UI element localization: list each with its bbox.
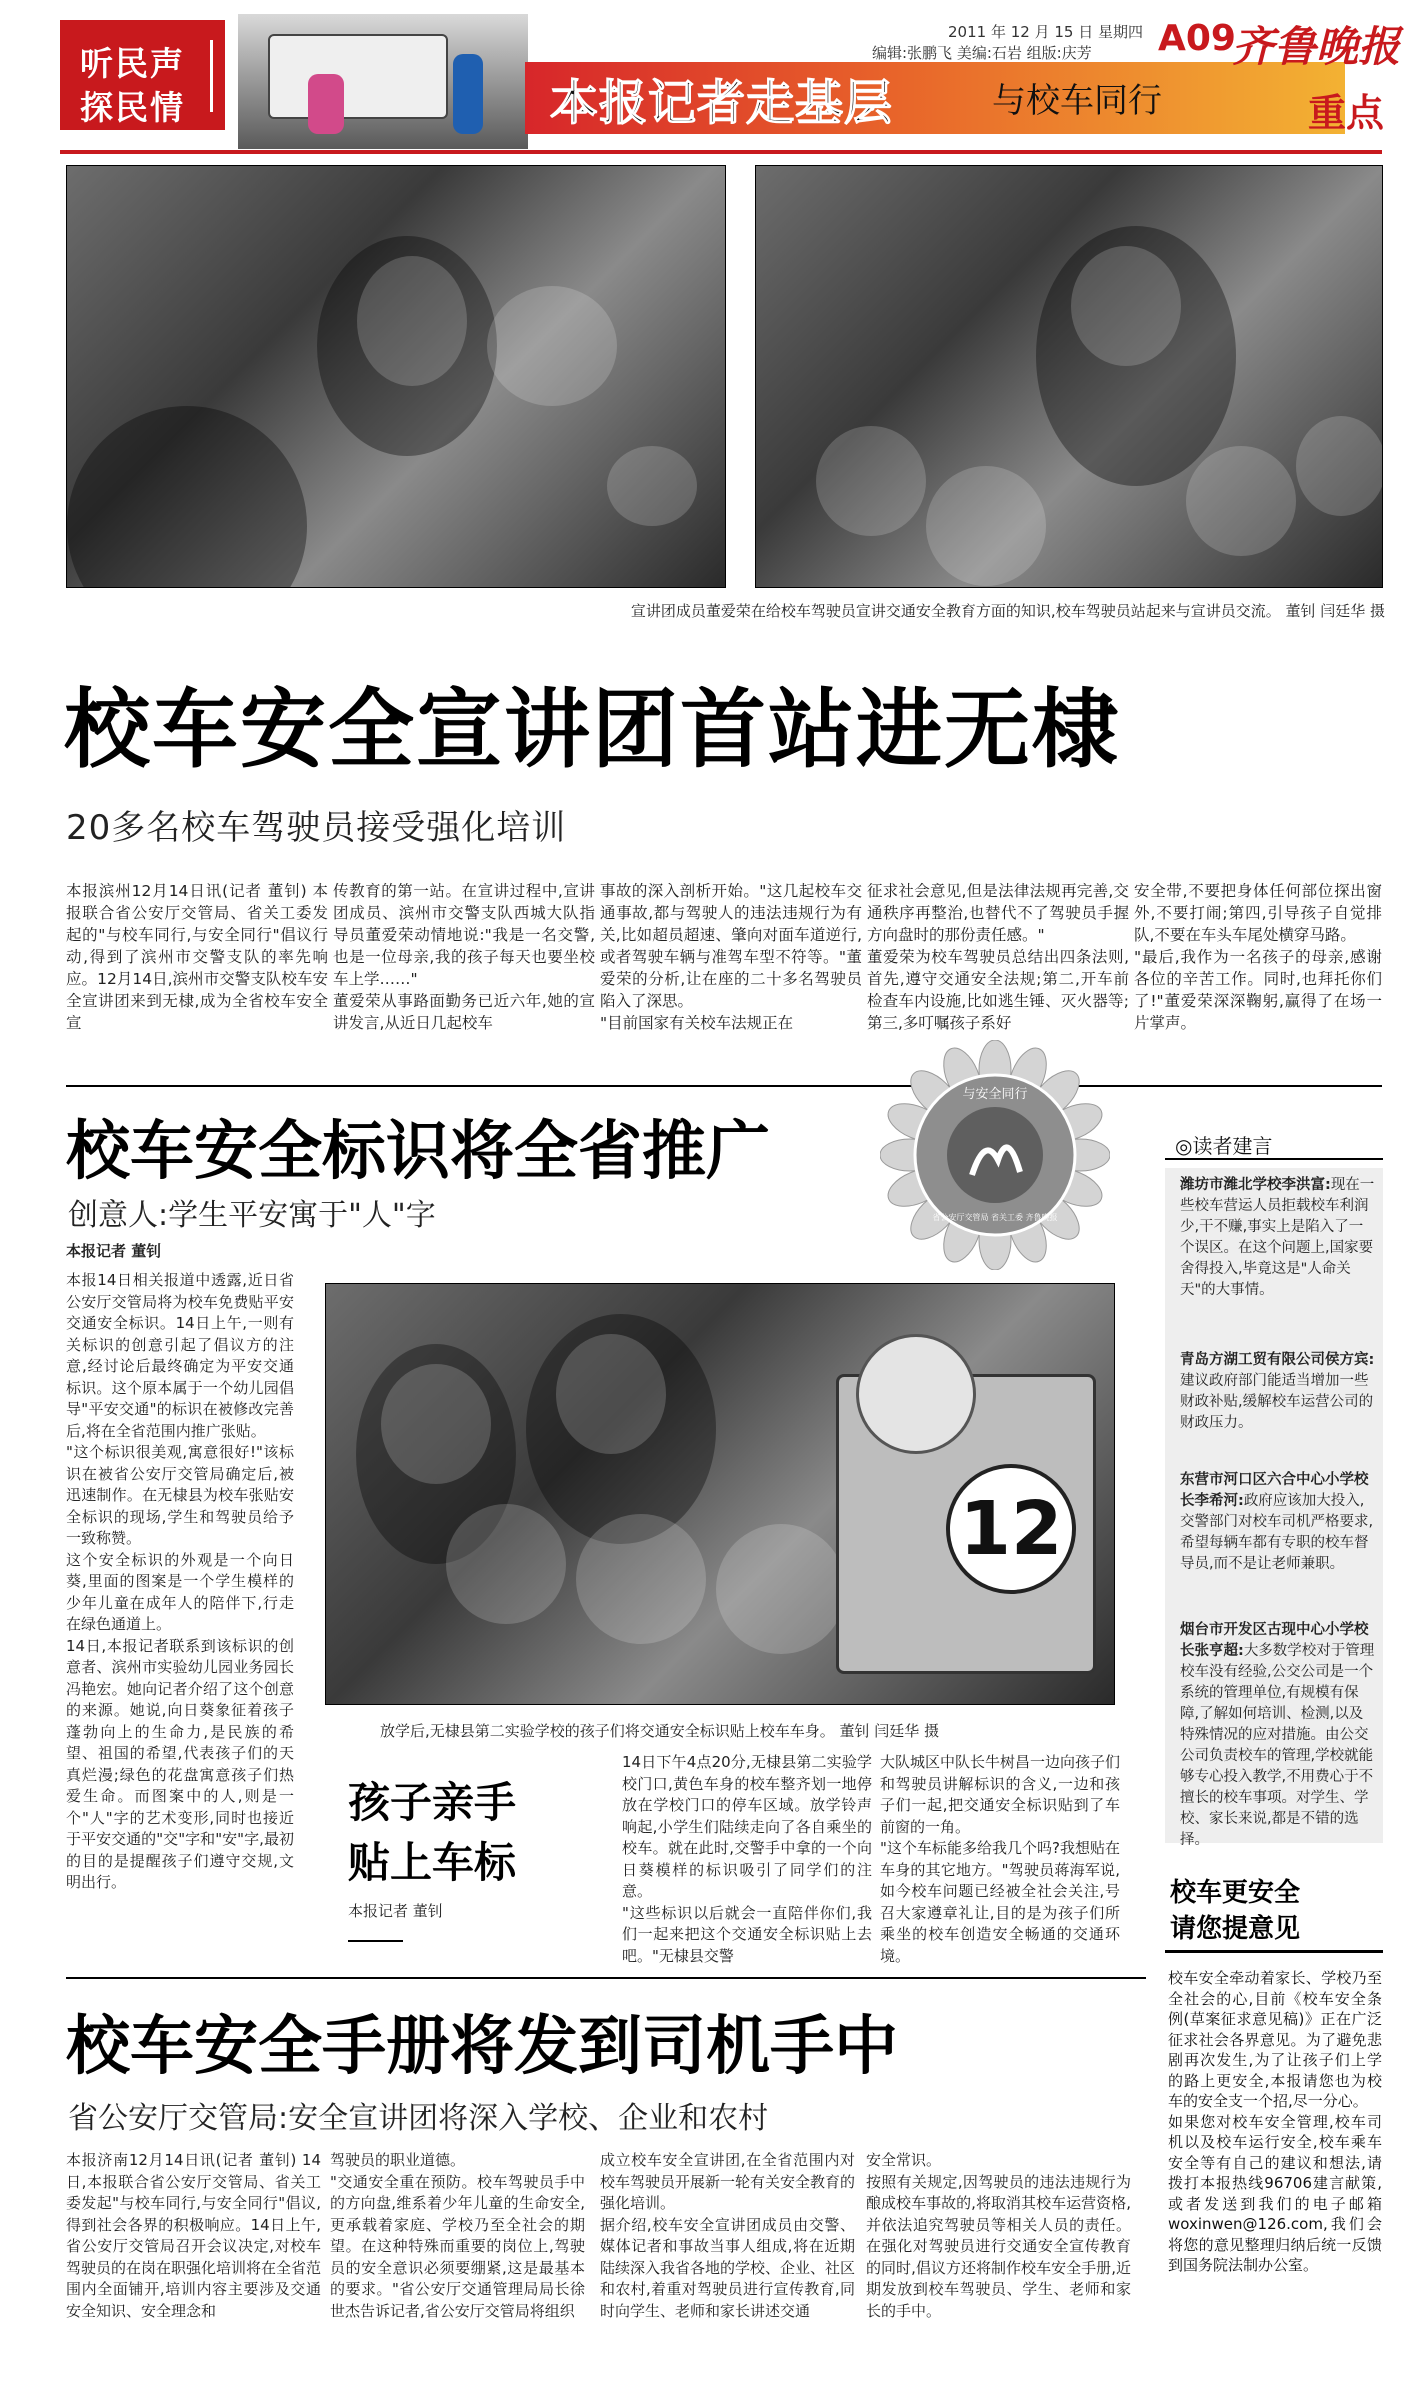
article3-top-rule bbox=[66, 1977, 1146, 1979]
article1-rule bbox=[66, 1085, 1382, 1087]
issue-date: 2011 年 12 月 15 日 星期四 bbox=[948, 23, 1143, 41]
article2-photo bbox=[325, 1283, 1115, 1705]
logo-top-text: 与安全同行 bbox=[962, 1087, 1028, 1102]
article3-headline: 校车安全手册将发到司机手中 bbox=[66, 2009, 898, 2084]
promo-rule bbox=[1165, 1950, 1383, 1953]
article3-col1: 本报济南12月14日讯(记者 董钊) 14日,本报联合省公安厅交管局、省关工委发起"与校车同行,与安全同行"倡议,得到社会各界的积极响应。14日上午,省公安厅交管局召开会议决定,对校车驾驶员的在岗在职强化培训将在全省范围内全面铺开,培训内容主要涉及交通安全知识、安全理念和 bbox=[66, 2151, 321, 2320]
article2-body: 本报14日相关报道中透露,近日省公安厅交管局将为校车免费贴平安交通安全标识。14日上午,一则有关标识的创意引起了倡议方的注意,经讨论后最终确定为平安交通标识。这个原本属于一个幼儿园倡导"平安交通"的标识在被修改完善后,将在全省范围内推广张贴。 "这个标识很美观,寓意很好!"该标识在被省公安厅交管局确定后,被迅速制作。在无棣县为校车张贴安全标识的现场,学生和驾驶员给予一致称赞。 这个安全标识的外观是一个向日葵,里面的图案是一个学生模样的少年儿童在成年人的陪伴下,行走在绿色通道上。 14日,本报记者联系到该标识的创意者、滨州市实验幼儿园业务园长冯艳宏。她向记者介绍了这个创意的来源。她说,向日葵象征着孩子蓬勃向上的生命力,是民族的希望、祖国的希望,代表孩子们的天真烂漫;绿色的花盘寓意孩子们热爱生命。而图案中的人,则是一个"人"字的艺术变形,同时也接近于平安交通的"交"字和"安"字,最初的目的是提醒孩子们遵守交规,文明出行。 bbox=[66, 1271, 294, 1891]
sidebar-item bbox=[1180, 1470, 1375, 1575]
sidebar-item-text: 现在一些校车营运人员拒载校车利润少,干不赚,事实上是陷入了一个误区。在这个问题上,国家要舍得投入,毕竟这是"人命关天"的大事情。 bbox=[1180, 1177, 1375, 1298]
article1-col2: 传教育的第一站。在宣讲过程中,宣讲团成员、滨州市交警支队西城大队指导员董爱荣动情地说:"我是一名交警,也是一位母亲,我的孩子每天也要坐校车上学……" 董爱荣从事路面勤务已近六年,她的宣讲发言,从近日几起校车 bbox=[333, 882, 595, 1032]
top-photo-caption: 宣讲团成员董爱荣在给校车驾驶员宣讲交通安全教育方面的知识,校车驾驶员站起来与宣讲员交流。 董钊 闫廷华 摄 bbox=[630, 602, 1385, 620]
paper-name: 齐鲁晚报 bbox=[1232, 22, 1401, 71]
banner-title: 本报记者走基层 bbox=[550, 75, 894, 131]
top-photo-right bbox=[755, 165, 1383, 588]
article3-col4: 安全常识。 按照有关规定,因驾驶员的违法违规行为酿成校车事故的,将取消其校车运营资格,并依法追究驾驶员等相关人员的责任。在强化对驾驶员进行交通安全宣传教育的同时,倡议方还将制作校车安全手册,近期发放到校车驾驶员、学生、老师和家长的手中。 bbox=[866, 2151, 1131, 2320]
child-figure bbox=[453, 54, 483, 134]
article2-photo-caption: 放学后,无棣县第二实验学校的孩子们将交通安全标识贴上校车车身。 董钊 闫廷华 摄 bbox=[380, 1722, 940, 1740]
section-tag bbox=[60, 20, 225, 130]
sidebar-item bbox=[1180, 1620, 1375, 1851]
article1-col5: 安全带,不要把身体任何部位探出窗外,不要打闹;第四,引导孩子自觉排队,不要在车头车尾处横穿马路。 "最后,我作为一名孩子的母亲,感谢各位的辛苦工作。同时,也拜托你们了!"董爱荣深深鞠躬,赢得了在场一片掌声。 bbox=[1134, 882, 1382, 1032]
promo-body: 校车安全牵动着家长、学校乃至全社会的心,目前《校车安全条例(草案征求意见稿)》正在广泛征求社会各界意见。为了避免悲剧再次发生,为了让孩子们上学的路上更安全,本报请您也为校车的安全支一个招,尽一分心。 如果您对校车安全管理,校车司机以及校车运行安全,校车乘车安全等有自己的建议和想法,请拨打本报热线96706建言献策,或者发送到我们的电子邮箱woxinwen@126.com,我们会将您的意见整理归纳后统一反馈到国务院法制办公室。 bbox=[1168, 1969, 1382, 2274]
child-figure bbox=[308, 74, 344, 134]
sidebar-item-name: 东营市河口区六合中心小学校长李希河: bbox=[1180, 1472, 1369, 1509]
top-photo-left bbox=[66, 165, 726, 588]
article2-subhead: 创意人:学生平安寓于"人"字 bbox=[68, 1198, 436, 1233]
logo-bottom-text: 省公安厅交管局 省关工委 齐鲁晚报 bbox=[932, 1213, 1058, 1222]
masthead-photo bbox=[238, 14, 528, 149]
inset-col1: 14日下午4点20分,无棣县第二实验学校门口,黄色车身的校车整齐划一地停放在学校门口的停车区域。放学铃声响起,小学生们陆续走向了各自乘坐的校车。就在此时,交警手中拿的一个向日葵模样的标识吸引了同学们的注意。 "这些标识以后就会一直陪伴你们,我们一起来把这个交通安全标识贴上去吧。"无棣县交警 bbox=[622, 1753, 872, 1964]
bus-number: 12 bbox=[946, 1464, 1076, 1594]
article3-col2: 驾驶员的职业道德。 "交通安全重在预防。校车驾驶员手中的方向盘,维系着少年儿童的生命安全,更承载着家庭、学校乃至全社会的期望。在这种特殊而重要的岗位上,驾驶员的安全意识必须要绷紧,这是最基本的要求。"省公安厅交通管理局局长徐世杰告诉记者,省公安厅交管局将组织 bbox=[330, 2151, 585, 2320]
banner-subtitle: 与校车同行 bbox=[992, 81, 1162, 121]
article1-headline: 校车安全宣讲团首站进无棣 bbox=[64, 679, 1120, 780]
article1-col4: 征求社会意见,但是法律法规再完善,交通秩序再整治,也替代不了驾驶员手握方向盘时的那份责任感。" 董爱荣为校车驾驶员总结出四条法则,首先,遵守交通安全法规;第二,开车前检查车内设施,比如逃生锤、灭火器等;第三,多叮嘱孩子系好 bbox=[867, 882, 1129, 1032]
masthead-rule bbox=[60, 150, 1382, 154]
editors-line: 编辑:张鹏飞 美编:石岩 组版:庆芳 bbox=[872, 44, 1092, 62]
inset-byline: 本报记者 董钊 bbox=[348, 1902, 443, 1920]
sidebar-title-rule bbox=[1165, 1158, 1383, 1160]
inset-rule bbox=[348, 1940, 403, 1942]
promo-title-line2: 请您提意见 bbox=[1170, 1914, 1301, 1944]
sidebar-item-text: 大多数学校对于管理校车没有经验,公交公司是一个系统的管理单位,有规模有保障,了解如何培训、检测,以及特殊情况的应对措施。由公交公司负责校车的管理,学校就能够专心投入教学,不用费心于不擅长的校车事项。对学生、学校、家长来说,都是不错的选择。 bbox=[1180, 1643, 1375, 1848]
sidebar-item-text: 建议政府部门能适当增加一些财政补贴,缓解校车运营公司的财政压力。 bbox=[1180, 1373, 1374, 1431]
sidebar-item bbox=[1180, 1175, 1375, 1301]
sidebar-item-name: 青岛方湖工贸有限公司侯方宾: bbox=[1180, 1352, 1375, 1368]
safety-sunflower-logo bbox=[880, 1040, 1110, 1270]
inset-col2: 大队城区中队长牛树昌一边向孩子们和驾驶员讲解标识的含义,一边和孩子们一起,把交通安全标识贴到了车前窗的一角。 "这个车标能多给我几个吗?我想贴在车身的其它地方。"驾驶员蒋海军说,如今校车问题已经被全社会关注,号召大家遵章礼让,目的是为孩子们所乘坐的校车创造安全畅通的交通环境。 bbox=[880, 1753, 1120, 1964]
article3-col3: 成立校车安全宣讲团,在全省范围内对校车驾驶员开展新一轮有关安全教育的强化培训。 据介绍,校车安全宣讲团成员由交警、媒体记者和事故当事人组成,将在近期陆续深入我省各地的学校、企业、社区和农村,着重对驾驶员进行宣传教育,同时向学生、老师和家长讲述交通 bbox=[600, 2151, 855, 2320]
article1-col3: 事故的深入剖析开始。"这几起校车交通事故,都与驾驶人的违法违规行为有关,比如超员超速、肇向对面车道逆行,或者驾驶车辆与准驾车型不符等。"董爱荣的分析,让在座的二十多名驾驶员陷入了深思。 "目前国家有关校车法规正在 bbox=[600, 882, 862, 1032]
section-tag-line2: 探民情 bbox=[80, 88, 185, 127]
article2-byline: 本报记者 董钊 bbox=[66, 1242, 162, 1260]
van-shape bbox=[268, 34, 448, 119]
sunflower-sticker bbox=[856, 1334, 976, 1454]
article2-headline: 校车安全标识将全省推广 bbox=[66, 1114, 770, 1189]
section-tag-line1: 听民声 bbox=[80, 44, 185, 83]
sidebar-item bbox=[1180, 1350, 1375, 1434]
promo-title-line1: 校车更安全 bbox=[1170, 1878, 1301, 1908]
article1-subhead: 20多名校车驾驶员接受强化培训 bbox=[66, 808, 567, 848]
section-label: 重点 bbox=[1308, 91, 1385, 135]
article1-col1: 本报滨州12月14日讯(记者 董钊) 本报联合省公安厅交管局、省关工委发起的"与校车同行,与安全同行"倡议行动,得到了滨州市交警支队的率先响应。12月14日,滨州市交警支队校车安全宣讲团来到无棣,成为全省校车安全宣 bbox=[66, 882, 328, 1032]
page-number: A09 bbox=[1158, 18, 1236, 59]
sidebar-item-name: 潍坊市潍北学校李洪富: bbox=[1180, 1177, 1331, 1193]
inset-headline-line1: 孩子亲手 bbox=[348, 1778, 517, 1827]
inset-headline-line2: 贴上车标 bbox=[348, 1838, 517, 1887]
sidebar-item-name: 烟台市开发区古现中心小学校长张亨超: bbox=[1180, 1622, 1369, 1659]
sidebar-item-text: 政府应该加大投入,交警部门对校车司机严格要求,希望每辆车都有专职的校车督导员,而不是让老师兼职。 bbox=[1180, 1493, 1374, 1572]
article3-subhead: 省公安厅交管局:安全宣讲团将深入学校、企业和农村 bbox=[68, 2101, 769, 2136]
sidebar-title: ◎读者建言 bbox=[1175, 1134, 1273, 1158]
tag-divider bbox=[210, 40, 213, 112]
